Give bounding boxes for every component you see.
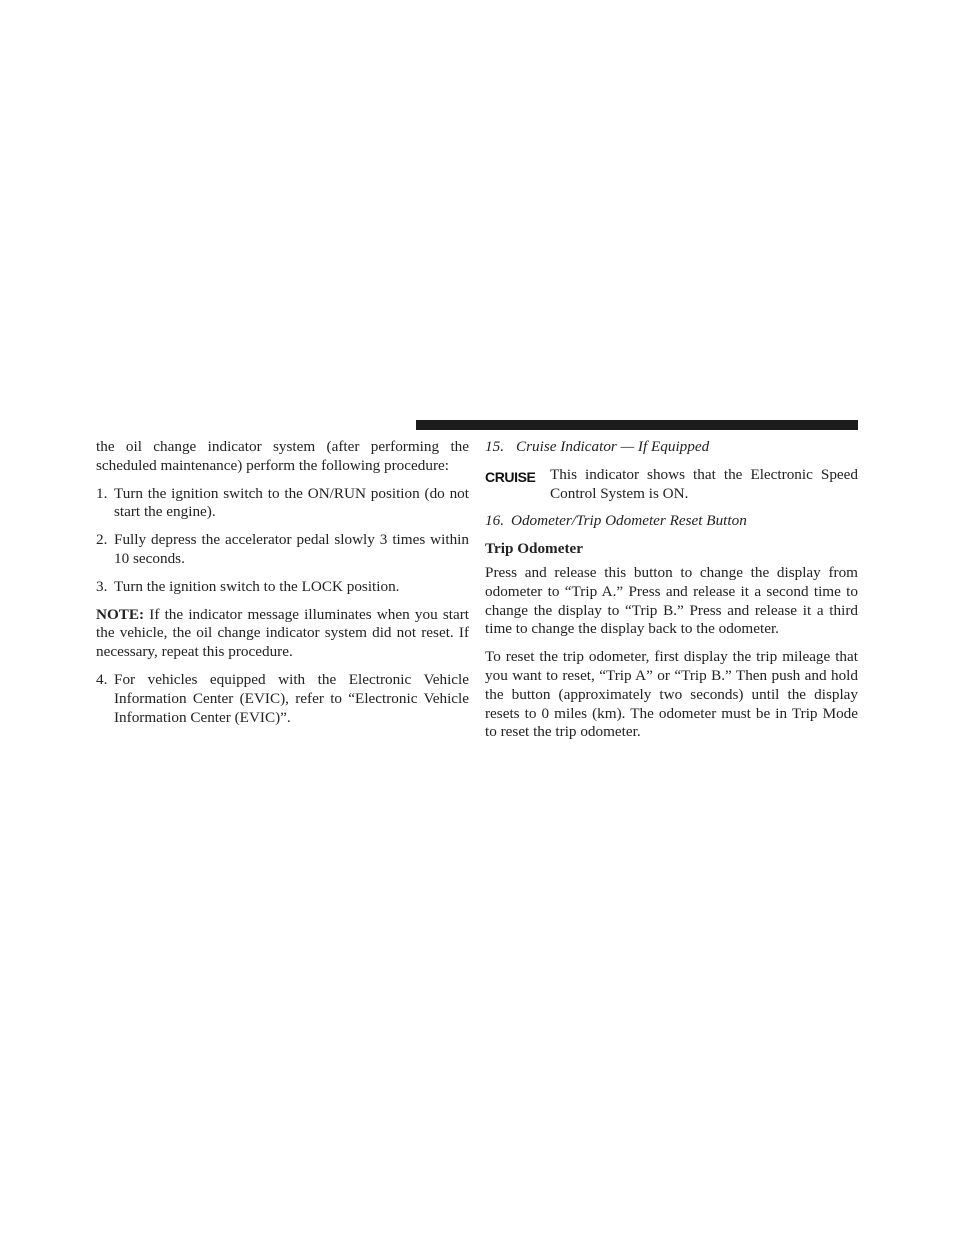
cruise-indicator-icon: CRUISE xyxy=(485,468,536,485)
step-number: 1. xyxy=(96,484,108,502)
section-15-heading xyxy=(485,438,858,457)
step-text: Fully depress the accelerator pedal slowly 3 times within 10 seconds. xyxy=(114,531,469,567)
step-text: For vehicles equipped with the Electronic Vehicle Information Center (EVIC), refer to “Electronic Vehicle Information Center (EVIC)”. xyxy=(114,670,469,726)
left-column xyxy=(96,438,469,736)
right-column xyxy=(485,438,858,751)
section-number: 15. xyxy=(485,438,504,455)
trip-odometer-paragraph-2: To reset the trip odometer, first display the trip mileage that you want to reset, “Trip A” or “Trip B.” Then push and hold the button (approximately two seconds) until the display resets to 0 miles (km). The odometer must be in Trip Mode to reset the trip odometer. xyxy=(485,648,858,741)
step-number: 3. xyxy=(96,577,108,595)
section-16-heading xyxy=(485,512,858,531)
trip-odometer-subheading: Trip Odometer xyxy=(485,540,583,558)
step-2 xyxy=(96,531,469,569)
step-number: 4. xyxy=(96,670,108,688)
step-3 xyxy=(96,578,469,597)
step-text: Turn the ignition switch to the ON/RUN position (do not start the engine). xyxy=(114,484,469,521)
step-4 xyxy=(96,671,469,727)
header-bar xyxy=(416,420,858,430)
note-label: NOTE: xyxy=(96,605,145,623)
note-paragraph xyxy=(96,606,469,662)
section-title: Odometer/Trip Odometer Reset Button xyxy=(511,512,747,530)
cruise-indicator-text: This indicator shows that the Electronic Speed Control System is ON. xyxy=(550,465,858,502)
step-1 xyxy=(96,485,469,523)
section-title: Cruise Indicator — If Equipped xyxy=(516,438,710,455)
note-text: If the indicator message illuminates when you start the vehicle, the oil change indicator system did not reset. If necessary, repeat this procedure. xyxy=(96,605,469,661)
section-number: 16. xyxy=(485,512,504,530)
step-text: Turn the ignition switch to the LOCK position. xyxy=(114,577,400,595)
step-number: 2. xyxy=(96,531,108,549)
intro-paragraph: the oil change indicator system (after performing the scheduled maintenance) perform the following procedure: xyxy=(96,438,469,474)
trip-odometer-paragraph-1: Press and release this button to change the display from odometer to “Trip A.” Press and release it a second time to change the display to “Trip B.” Press and release it a third time to change the display back to the odometer. xyxy=(485,563,858,638)
cruise-indicator-row xyxy=(485,466,858,504)
